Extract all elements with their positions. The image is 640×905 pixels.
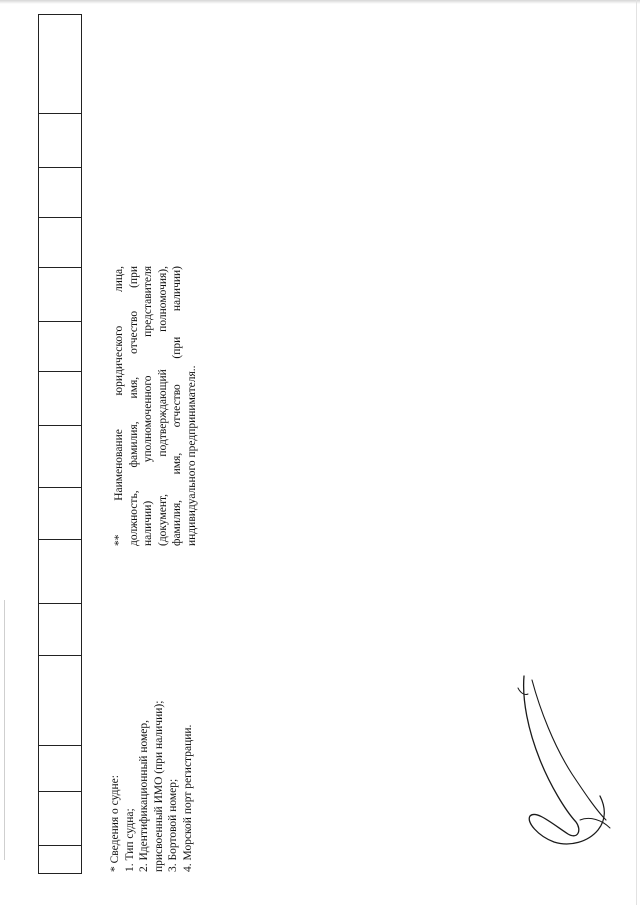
footnote-ship-info	[108, 701, 196, 872]
footnote-ship-item: 4. Морской порт регистрации.	[181, 724, 194, 872]
footnote-rep-line: фамилия, имя, отчество (при наличии)	[171, 266, 184, 546]
footnote-representative-info	[112, 266, 200, 546]
table-row-divider	[39, 113, 81, 114]
table-row-divider	[39, 539, 81, 540]
footnote-rep-line: индивидуального предпринимателя..	[185, 365, 198, 546]
table-row-divider	[39, 371, 81, 372]
table-row-divider	[39, 487, 81, 488]
footnote-ship-item: 1. Тип судна;	[123, 808, 136, 872]
scan-edge-right	[636, 0, 637, 905]
footnote-rep-line: наличии) уполномоченного представителя	[142, 266, 155, 546]
footnote-rep-line: должность, фамилия, имя, отчество (при	[127, 266, 140, 546]
footnote-rep-line: (документ, подтверждающий полномочия),	[156, 266, 169, 546]
table-row-divider	[39, 267, 81, 268]
table-row-divider	[39, 603, 81, 604]
table-row-divider	[39, 791, 81, 792]
footnote-ship-heading: * Сведения о судне:	[109, 775, 121, 872]
footnote-ship-item: 2. Идентификационный номер,	[138, 719, 151, 872]
form-table	[38, 14, 82, 874]
table-row-divider	[39, 655, 81, 656]
footnote-ship-item: присвоенный ИМО (при наличии);	[152, 700, 165, 872]
table-row-divider	[39, 845, 81, 846]
table-row-divider	[39, 425, 81, 426]
scan-edge-left	[4, 600, 5, 860]
scan-edge-top	[0, 0, 640, 4]
table-row-divider	[39, 217, 81, 218]
handwritten-signature	[510, 670, 620, 850]
table-row-divider	[39, 745, 81, 746]
table-row-divider	[39, 167, 81, 168]
footnote-ship-item: 3. Бортовой номер;	[167, 778, 180, 872]
table-row-divider	[39, 321, 81, 322]
footnote-rep-line: ** Наименование юридического лица,	[113, 266, 125, 546]
